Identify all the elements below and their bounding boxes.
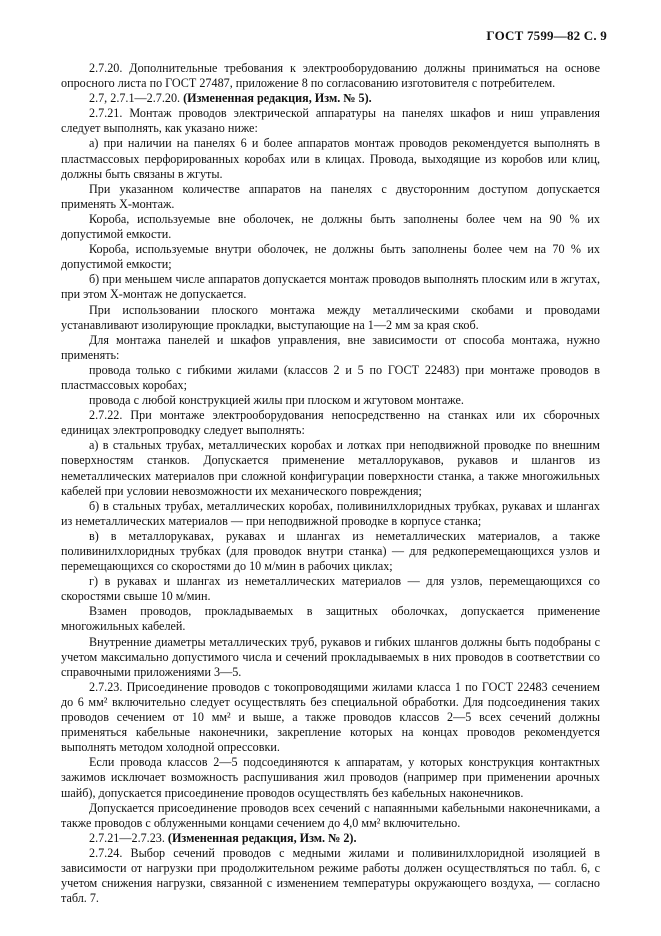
paragraph-text: 2.7, 2.7.1—2.7.20. [89,91,184,106]
paragraph [61,438,600,498]
paragraph [61,529,600,574]
paragraph [61,136,600,181]
paragraph-text: 2.7.24. Выбор сечений проводов с медными жилами и поливинилхлоридной изоляцией в зависимости от нагрузки при продолжительном режиме работы должен осуществляться по табл. 6, с учетом снижения нагрузки, связанной с изменением температуры окружающего воздуха, — согласно табл. 7. [61,845,600,906]
paragraph [61,333,600,363]
page-header: ГОСТ 7599—82 С. 9 [486,28,607,43]
paragraph-text: 2.7.22. При монтаже электрооборудования непосредственно на станках или их сборочных единицах электропроводку следует выполнять: [61,408,600,438]
paragraph [61,499,600,529]
paragraph [61,363,600,393]
paragraph-text: 2.7.21. Монтаж проводов электрической аппаратуры на панелях шкафов и ниш управления следует выполнять, как указано ниже: [61,106,600,136]
paragraph-text: б) при меньшем числе аппаратов допускается монтаж проводов выполнять плоским или в жгутах, при этом X-монтаж не допускается. [61,272,600,302]
paragraph-text: а) в стальных трубах, металлических коробах и лотках при неподвижной проводке по внешним поверхностям станков. Допускается применение металлорукавов, рукавов и шлангов из неметаллических материалов при сложной конфигурации поверхности станка, а также многожильных кабелей при условии невозможности их механического повреждения; [61,438,600,498]
paragraph [61,303,600,333]
paragraph [61,755,600,800]
paragraph-text: Если провода классов 2—5 подсоединяются к аппаратам, у которых конструкция контактных зажимов исключает возможность распушивания жил проводов (например при применении арочных шайб), допускается присоединение проводов осуществлять без кабельных наконечников. [61,755,600,800]
paragraph [61,635,600,680]
paragraph [61,61,600,91]
paragraph-text: г) в рукавах и шлангах из неметаллических материалов — для узлов, перемещающихся со скоростями свыше 10 м/мин. [61,574,600,604]
paragraph-text: Короба, используемые внутри оболочек, не должны быть заполнены более чем на 70 % их допустимой емкости; [61,242,600,272]
amendment-note: (Измененная редакция, Изм. № 2). [167,830,357,845]
paragraph-text: При использовании плоского монтажа между металлическими скобами и проводами устанавливают изолирующие прокладки, выступающие на 1—2 мм за края скоб. [61,302,600,332]
paragraph [61,242,600,272]
paragraph [61,91,600,106]
paragraph-text: 2.7.23. Присоединение проводов с токопроводящими жилами класса 1 по ГОСТ 22483 сечением до 6 мм² включительно следует осуществлять без специальной обработки. Для подсоединения таких проводов сечением от 10 мм² и выше, а также проводов классов 2—5 всех сечений должны применяться кабельные наконечники, закрепление которых на концах проводов рекомендуется выполнять методом холодной опрессовки. [61,679,600,755]
paragraph [61,831,600,846]
paragraph-text: Допускается присоединение проводов всех сечений с напаянными кабельными наконечниками, а также проводов с облуженными концами сечением до 4,0 мм² включительно. [61,800,600,830]
paragraph [61,846,600,906]
paragraph [61,212,600,242]
document-body [61,61,600,906]
paragraph-text: Взамен проводов, прокладываемых в защитных оболочках, допускается применение многожильных кабелей. [61,604,600,634]
paragraph-text: 2.7.21—2.7.23. [89,830,168,845]
paragraph-text: При указанном количестве аппаратов на панелях с двусторонним доступом допускается применять X-монтаж. [61,181,600,211]
paragraph [61,604,600,634]
paragraph [61,408,600,438]
paragraph [61,182,600,212]
paragraph-text: провода с любой конструкцией жилы при плоском и жгутовом монтаже. [89,393,464,408]
paragraph-text: провода только с гибкими жилами (классов 2 и 5 по ГОСТ 22483) при монтаже проводов в пластмассовых коробах; [61,362,600,392]
paragraph-text: б) в стальных трубах, металлических коробах, поливинилхлоридных трубках, рукавах и шлангах из неметаллических материалов — при неподвижной проводке в корпусе станка; [61,498,600,528]
paragraph-text: Внутренние диаметры металлических труб, рукавов и гибких шлангов должны быть подобраны с учетом максимально допустимого числа и сечений прокладываемых в них проводов в соответствии со справочными приложениями 3—5. [61,634,600,679]
paragraph-text: а) при наличии на панелях 6 и более аппаратов монтаж проводов рекомендуется выполнять в пластмассовых перфорированных коробах или в клицах. Провода, выходящие из коробов или клиц, должны быть связаны в жгуты. [61,136,600,181]
paragraph-text: Для монтажа панелей и шкафов управления, вне зависимости от способа монтажа, нужно применять: [61,332,600,362]
paragraph-text: 2.7.20. Дополнительные требования к электрооборудованию должны приниматься на основе опросного листа по ГОСТ 27487, приложение 8 по согласованию изготовителя с потребителем. [61,61,600,91]
paragraph [61,574,600,604]
paragraph [61,801,600,831]
amendment-note: (Измененная редакция, Изм. № 5). [183,91,372,106]
paragraph-text: в) в металлорукавах, рукавах и шлангах из неметаллических материалов, а также поливинилхлоридных трубках (для проводок внутри станка) — для редкоперемещающихся узлов и перемещающихся со скоростями до 10 м/мин в рабочих циклах; [61,528,600,574]
paragraph [61,272,600,302]
paragraph [61,680,600,755]
paragraph-text: Короба, используемые вне оболочек, не должны быть заполнены более чем на 90 % их допустимой емкости. [61,211,600,242]
paragraph [61,106,600,136]
paragraph [61,393,600,408]
